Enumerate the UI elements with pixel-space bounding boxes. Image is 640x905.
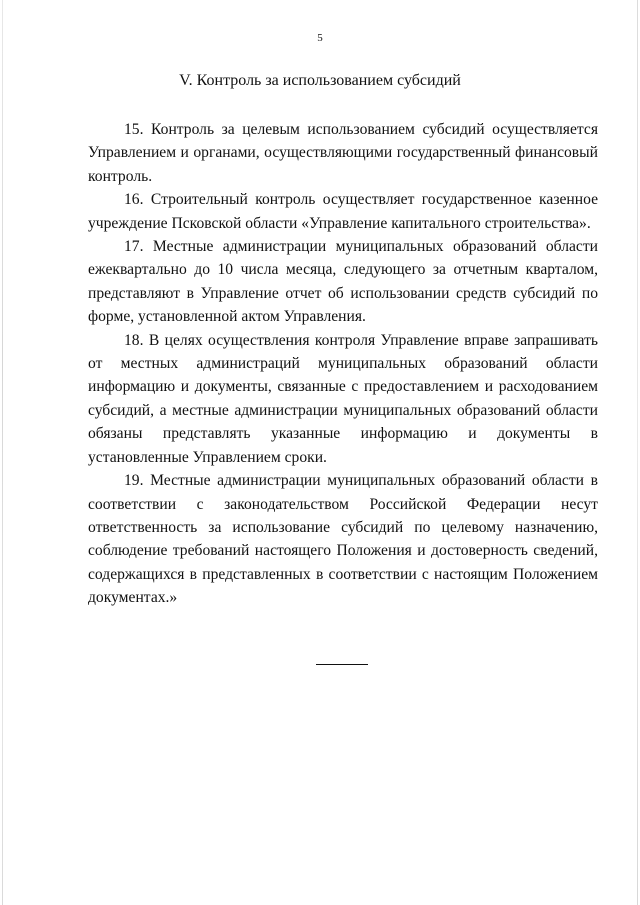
paragraph-17: 17. Местные администрации муниципальных образований области ежеквартально до 10 числа месяца, следующего за отчетным кварталом, представляют в Управление отчет об использовании средств субсидий по форме, установленной актом Управления. — [88, 238, 598, 326]
paragraph-16: 16. Строительный контроль осуществляет государственное казенное учреждение Псковской области «Управление капитального строительства». — [88, 191, 598, 232]
paragraph-19: 19. Местные администрации муниципальных образований области в соответствии с законодательством Российской Федерации несут ответственность за использование субсидий по целевому назначению, соблюдение требований настоящего Положения и достоверность сведений, содержащихся в представленных в соответствии с настоящим Положением документах.» — [88, 472, 598, 607]
section-title: V. Контроль за использованием субсидий — [179, 72, 461, 89]
scan-edge-right — [637, 0, 638, 905]
paragraph-15: 15. Контроль за целевым использованием субсидий осуществляется Управлением и органами, осуществляющими государственный финансовый контроль. — [88, 121, 598, 185]
page-number: 5 — [317, 32, 323, 44]
paragraph-18: 18. В целях осуществления контроля Управление вправе запрашивать от местных администраций муниципальных образований области информацию и документы, связанные с предоставлением и расходованием субсидий, а местные администрации муниципальных образований области обязаны представлять указанные информацию и документы в установленные Управлением сроки. — [88, 331, 598, 466]
scan-edge-left — [2, 0, 3, 905]
document-body — [88, 118, 598, 610]
closing-divider-line — [316, 664, 368, 665]
